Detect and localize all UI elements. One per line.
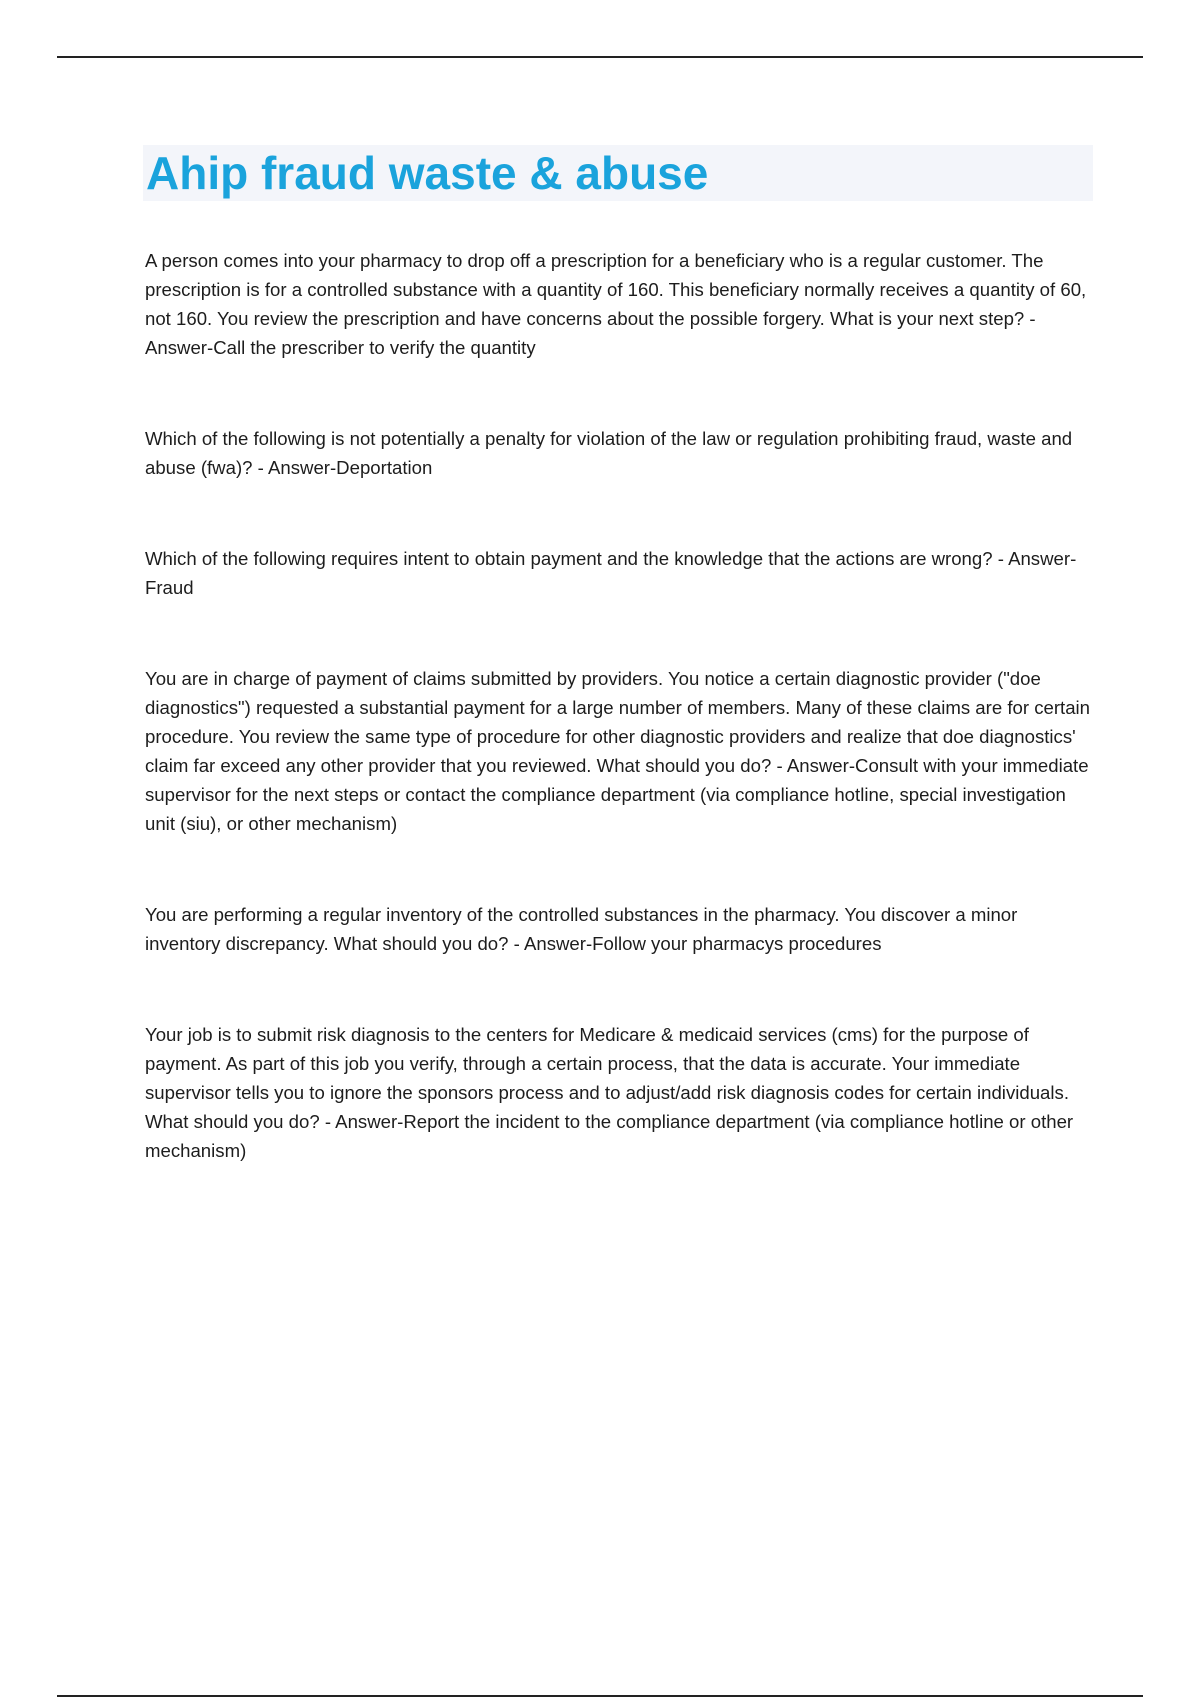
qa-item-1: A person comes into your pharmacy to drop off a prescription for a beneficiary who is a regular customer. The prescription is for a controlled substance with a quantity of 160. This beneficiary normally receives a quantity of 60, not 160. You review the prescription and have concerns about the possible forgery. What is your next step? - Answer-Call the prescriber to verify the quantity (145, 250, 1087, 358)
qa-item-4: You are in charge of payment of claims submitted by providers. You notice a certain diagnostic provider ("doe diagnostics") requested a substantial payment for a large number of members. Many of these claims are for certain procedure. You review the same type of procedure for other diagnostic providers and realize that doe diagnostics' claim far exceed any other provider that you reviewed. What should you do? - Answer-Consult with your immediate supervisor for the next steps or contact the compliance department (via compliance hotline, special investigation unit (siu), or other mechanism) (145, 668, 1091, 834)
qa-item-2: Which of the following is not potentially a penalty for violation of the law or regulation prohibiting fraud, waste and abuse (fwa)? - Answer-Deportation (145, 428, 1073, 478)
qa-item-6: Your job is to submit risk diagnosis to the centers for Medicare & medicaid services (cms) for the purpose of payment. As part of this job you verify, through a certain process, that the data is accurate. Your immediate supervisor tells you to ignore the sponsors process and to adjust/add risk diagnosis codes for certain individuals. What should you do? - Answer-Report the incident to the compliance department (via compliance hotline or other mechanism) (145, 1024, 1074, 1161)
document-title: Ahip fraud waste & abuse (146, 147, 709, 199)
document-body (145, 246, 1095, 1227)
footer-rule (57, 1695, 1143, 1697)
header-rule (57, 56, 1143, 58)
qa-item-3: Which of the following requires intent to obtain payment and the knowledge that the actions are wrong? - Answer-Fraud (145, 548, 1077, 598)
qa-item-5: You are performing a regular inventory of the controlled substances in the pharmacy. You discover a minor inventory discrepancy. What should you do? - Answer-Follow your pharmacys procedures (145, 904, 1018, 954)
